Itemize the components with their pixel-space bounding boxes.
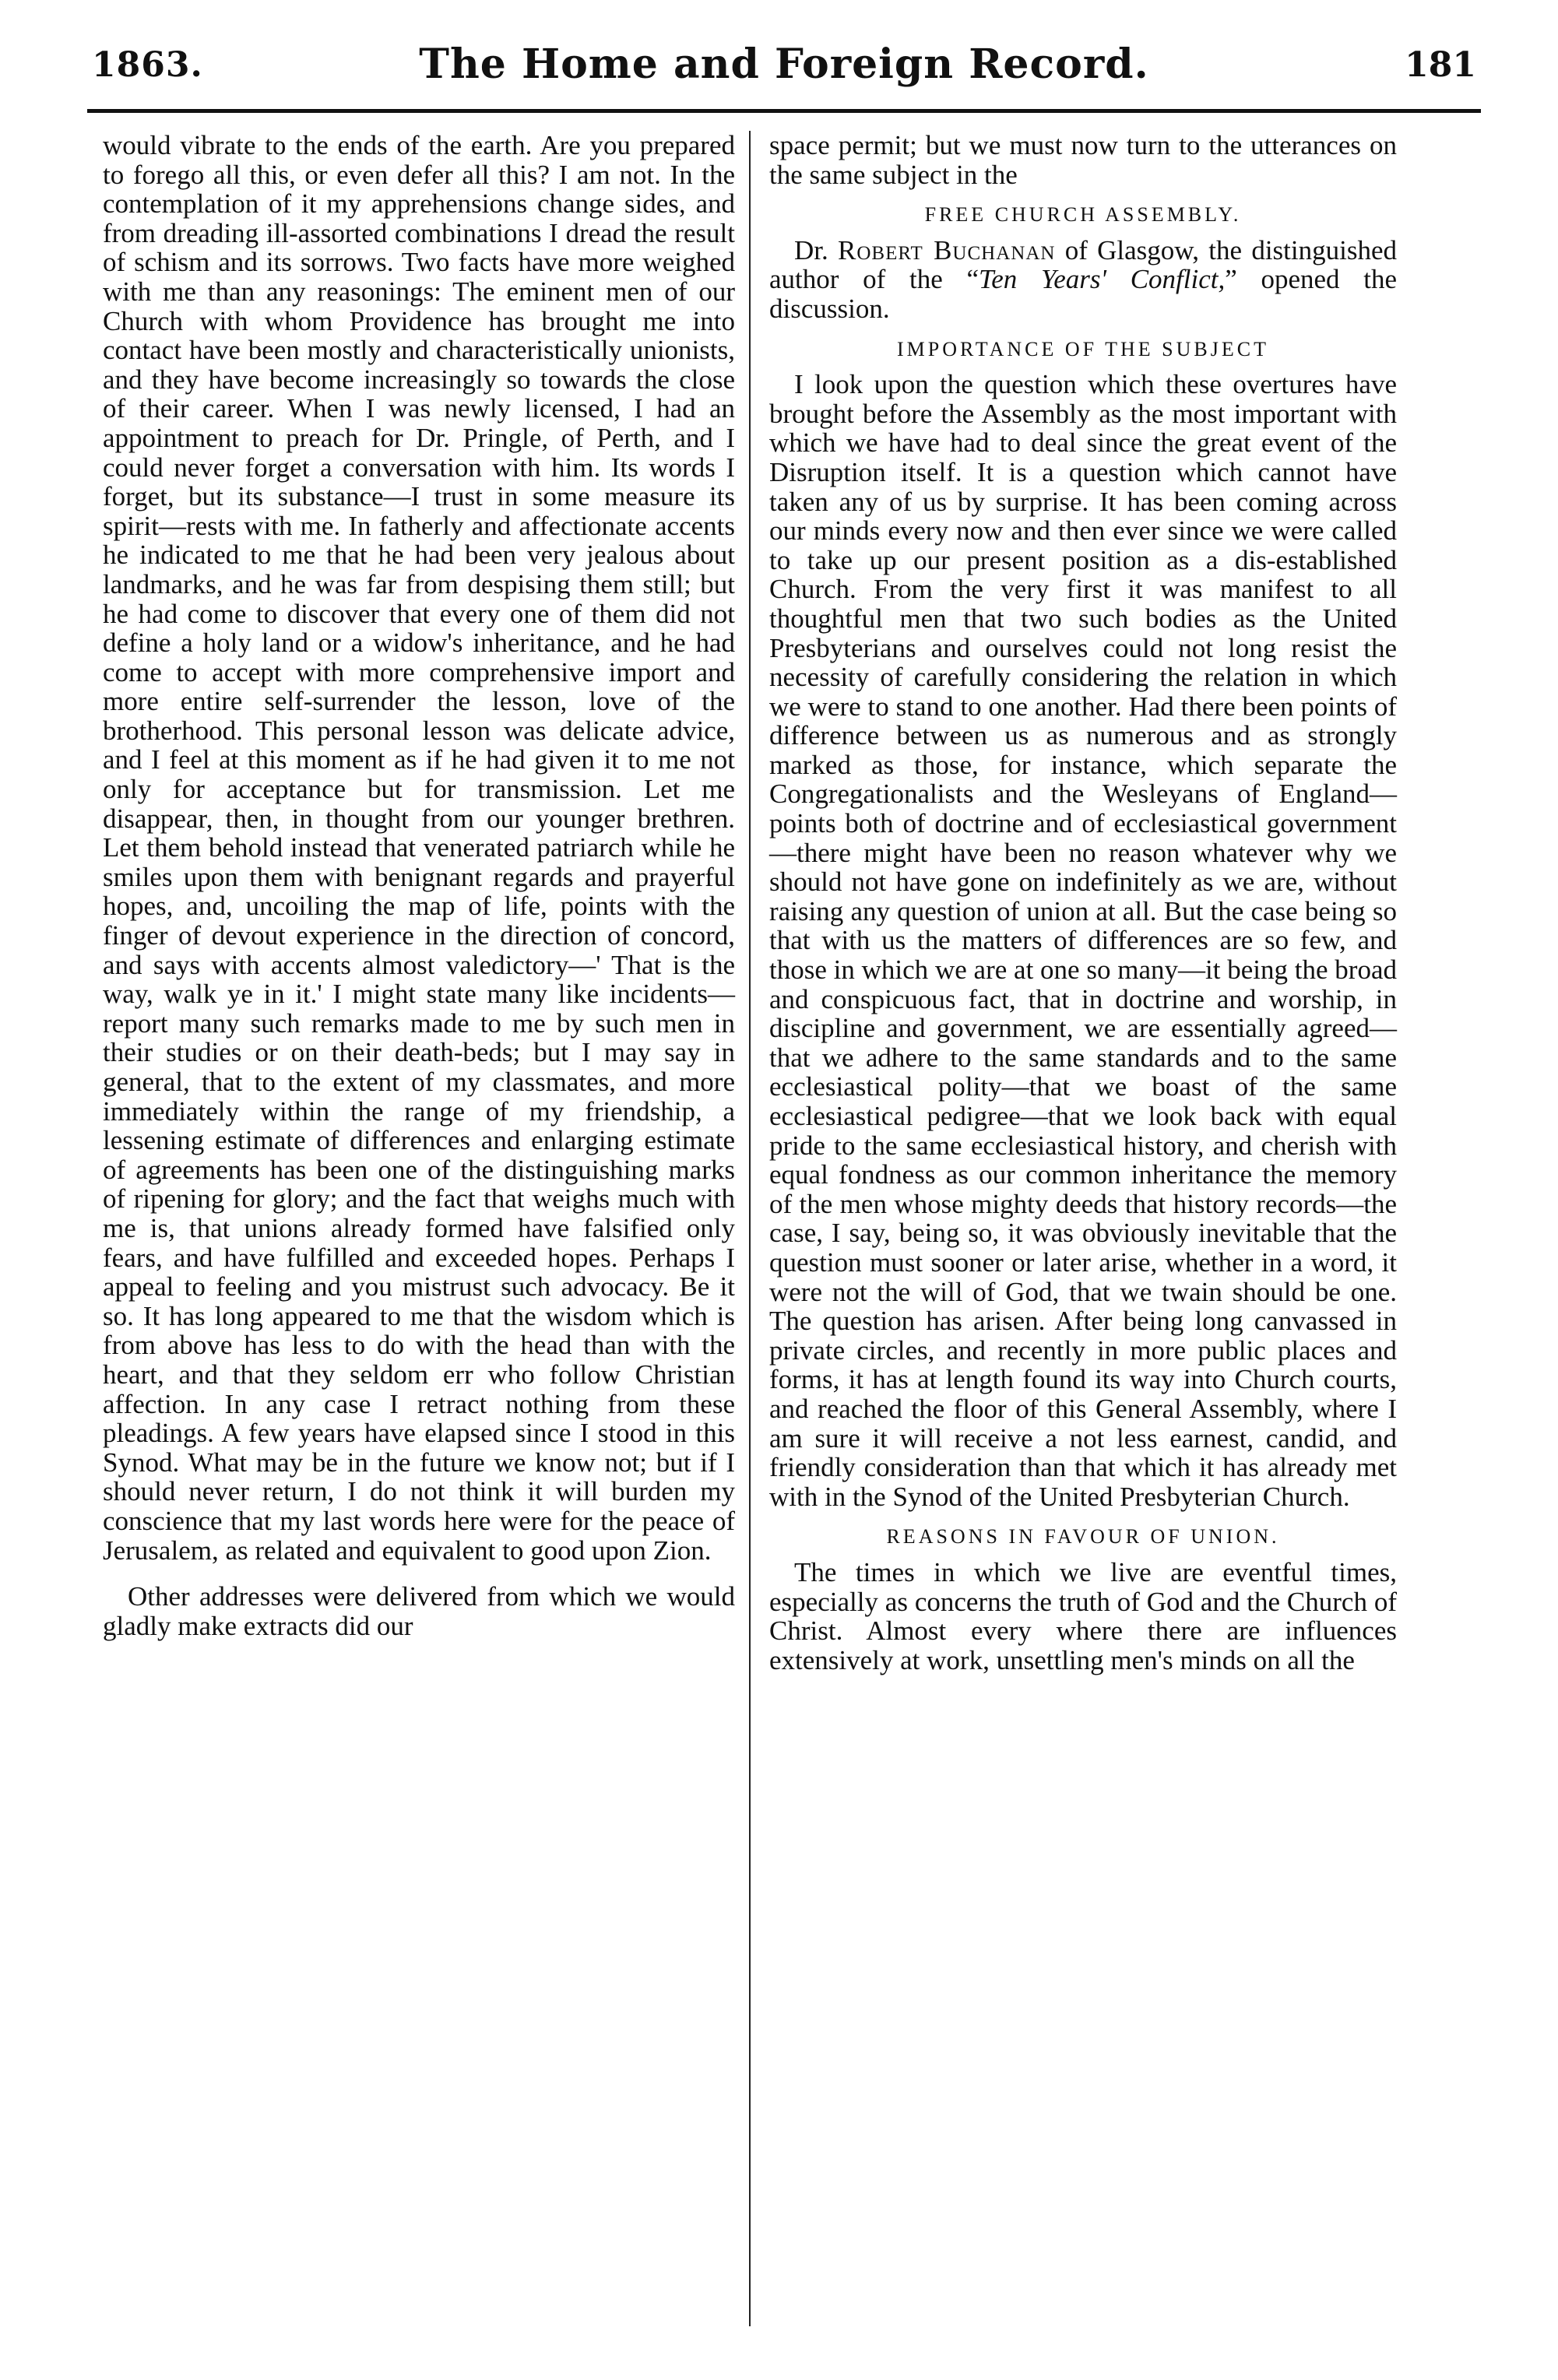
running-head [87, 40, 1481, 104]
speaker-byline [769, 236, 1397, 324]
right-paragraph-3: The times in which we live are eventful times, especially as concerns the truth of God and the Church of Christ. Almost every where there are influences extensively at work, unsettling men's minds on all the [769, 1556, 1397, 1675]
header-year: 1863. [92, 45, 203, 85]
heading-reasons-for-union: REASONS IN FAVOUR OF UNION. [886, 1525, 1280, 1549]
right-paragraph-1: space permit; but we must now turn to the utterances on the same subject in the [769, 130, 1397, 190]
header-rule [87, 109, 1481, 113]
page-number: 181 [1405, 45, 1476, 85]
right-paragraph-2: I look upon the question which these overtures have brought before the Assembly as the most important with which we have had to deal since the great event of the Disruption itself. It is a question which cannot have taken any of us by surprise. It has been coming across our minds every now and then ever since we were called to take up our present position as a dis-established Church. From the very first it was manifest to all thoughtful men that two such bodies as the United Presbyterians and ourselves could not long resist the necessity of carefully considering the relation in which we were to stand to one another. Had there been points of difference between us as numerous and as strongly marked as those, for instance, which separate the Congregationalists and the Wesleyans of England—points both of doctrine and of ecclesiastical government—there might have been no reason whatever why we should not have gone on indefinitely as we are, without raising any question of union at all. But the case being so that with us the matters of differences are so few, and those in which we are at one so many—it being the broad and conspicuous fact, that in doctrine and worship, in discipline and government, we are essentially agreed—that we adhere to the same standards and to the same ecclesiastical polity—that we boast of the same ecclesiastical pedigree—that we look back with equal pride to the same ecclesiastical history, and cherish with equal fondness as our common inheritance the memory of the men whose mighty deeds that history records—the case, I say, being so, it was obviously inevitable that the question must sooner or later arise, whether in a word, it were not the will of God, that we twain should be one. The question has arisen. After being long canvassed in private circles, and recently in more public places and forms, it has at length found its way into Church courts, and reached the floor of this General Assembly, where I am sure it will receive a not less earnest, candid, and friendly consideration than that which it has already met with in the Synod of the United Presbyterian Church. [769, 369, 1397, 1512]
heading-importance-of-subject: IMPORTANCE OF THE SUBJECT [897, 337, 1269, 360]
byline-mid: of Glasgow, the distinguished author of the “ [769, 234, 1398, 295]
byline-suffix: ” opened the discussion. [769, 264, 1397, 324]
journal-title: The Home and Foreign Record. [419, 40, 1149, 88]
book-title: Ten Years' Conflict, [978, 264, 1226, 295]
paragraph-gap [103, 1565, 735, 1582]
left-column [103, 131, 735, 1640]
right-column [769, 131, 1397, 1675]
speaker-name: Robert Buchanan [838, 234, 1056, 265]
heading-free-church-assembly: FREE CHURCH ASSEMBLY. [924, 203, 1242, 227]
left-paragraph-2: Other addresses were delivered from which we would gladly make extracts did our [103, 1581, 735, 1641]
byline-prefix: Dr. [794, 234, 839, 265]
column-divider [749, 131, 751, 2326]
left-paragraph-1: would vibrate to the ends of the earth. Are you prepared to forego all this, or even defer all this? I am not. In the contemplation of it my apprehensions change sides, and from dreading ill-assorted combinations I dread the result of schism and its sorrows. Two facts have more weighed with me than any reasonings: The eminent men of our Church with whom Providence has brought me into contact have been mostly and characteristically unionists, and they have become increasingly so towards the close of their career. When I was newly licensed, I had an appointment to preach for Dr. Pringle, of Perth, and I could never forget a conversation with him. Its words I forget, but its substance—I trust in some measure its spirit—rests with me. In fatherly and affectionate accents he indicated to me that he had been very jealous about landmarks, and he was far from despising them still; but he had come to discover that every one of them did not define a holy land or a widow's inheritance, and he had come to accept with more comprehensive import and more entire self-surrender the lesson, love of the brotherhood. This personal lesson was delicate advice, and I feel at this moment as if he had given it to me not only for acceptance but for transmission. Let me disappear, then, in thought from our younger brethren. Let them behold instead that venerated patriarch while he smiles upon them with benignant regards and prayerful hopes, and, uncoiling the map of life, points with the finger of devout experience in the direction of concord, and says with accents almost valedictory—' That is the way, walk ye in it.' I might state many like incidents—report many such remarks made to me by such men in their studies or on their death-beds; but I may say in general, that to the extent of my classmates, and more immediately within the range of my friendship, a lessening estimate of differences and enlarging estimate of agreements has been one of the distinguishing marks of ripening for glory; and the fact that weighs much with me is, that unions already formed have falsified only fears, and have fulfilled and exceeded hopes. Perhaps I appeal to feeling and you mistrust such advocacy. Be it so. It has long appeared to me that the wisdom which is from above has less to do with the head than with the heart, and that they seldom err who follow Christian affection. In any case I retract nothing from these pleadings. A few years have elapsed since I stood in this Synod. What may be in the future we know not; but if I should never return, I do not think it will burden my conscience that my last words here were for the peace of Jerusalem, as related and equivalent to good upon Zion. [103, 130, 735, 1566]
